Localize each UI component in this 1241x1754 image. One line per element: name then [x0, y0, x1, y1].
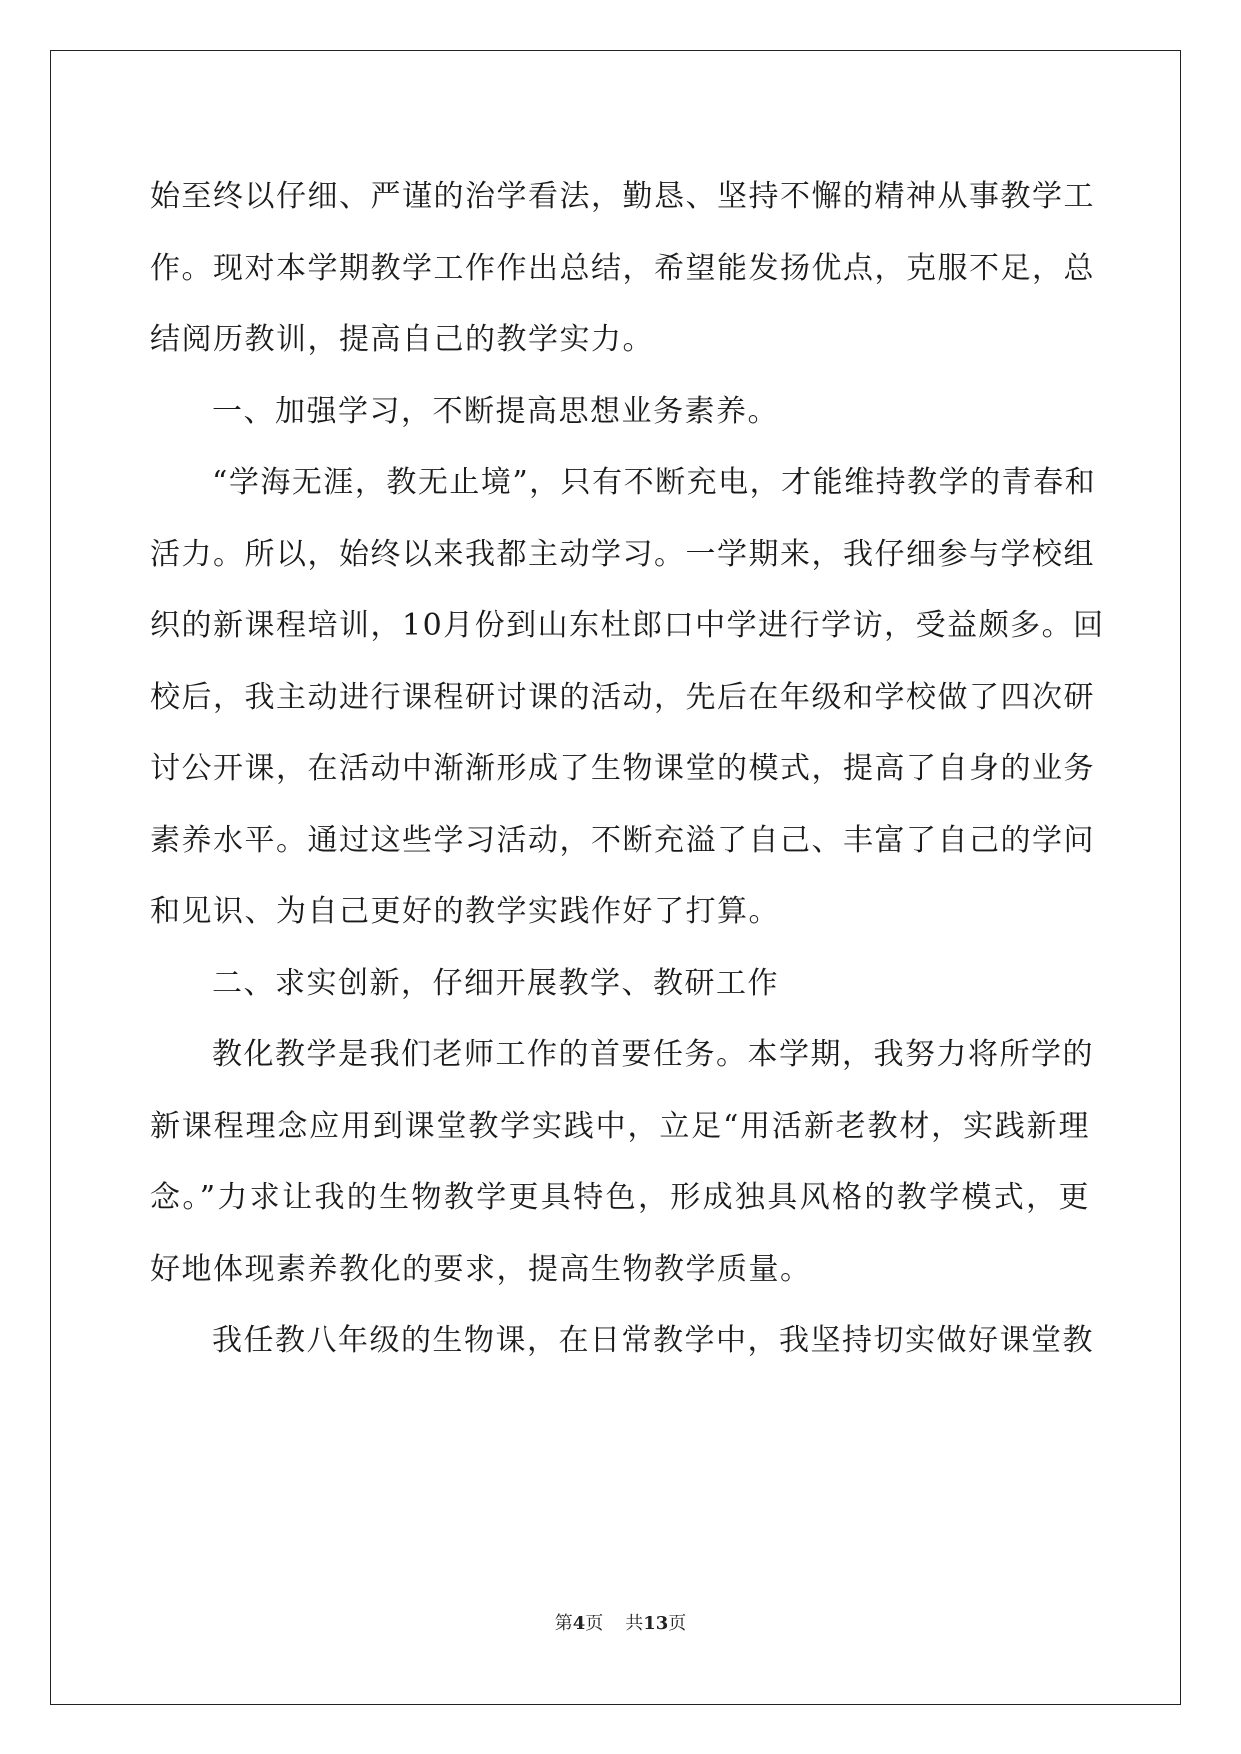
paragraph-line: 校后，我主动进行课程研讨课的活动，先后在年级和学校做了四次研	[150, 679, 1095, 715]
footer-total-prefix: 共	[625, 1613, 644, 1634]
paragraph-line: 念。”力求让我的生物教学更具特色，形成独具风格的教学模式，更	[150, 1180, 1090, 1215]
paragraph-line: 教化教学是我们老师工作的首要任务。本学期，我努力将所学的	[212, 1037, 1094, 1072]
paragraph-line: 和见识、为自己更好的教学实践作好了打算。	[150, 894, 780, 929]
paragraph-line: 好地体现素养教化的要求，提高生物教学质量。	[150, 1251, 812, 1287]
document-body	[150, 161, 1105, 1377]
paragraph-line: 结阅历教训，提高自己的教学实力。	[150, 322, 654, 357]
paragraph-line: 始至终以仔细、严谨的治学看法，勤恳、坚持不懈的精神从事教学工	[150, 179, 1095, 214]
footer-prefix: 第	[554, 1613, 573, 1634]
section-heading: 二、求实创新，仔细开展教学、教研工作	[212, 965, 779, 1001]
paragraph-line: 素养水平。通过这些学习活动，不断充溢了自己、丰富了自己的学问	[150, 822, 1095, 858]
paragraph-line: 讨公开课，在活动中渐渐形成了生物课堂的模式，提高了自身的业务	[150, 751, 1095, 786]
current-page-number: 4	[572, 1613, 586, 1634]
paragraph-line: 织的新课程培训，10月份到山东杜郎口中学进行学访，受益颇多。回	[150, 608, 1105, 643]
footer-total-suffix: 页	[668, 1613, 687, 1634]
paragraph-line: “学海无涯，教无止境”，只有不断充电，才能维持教学的青春和	[212, 465, 1097, 500]
footer-page-suffix: 页	[585, 1613, 604, 1634]
paragraph-line: 我任教八年级的生物课，在日常教学中，我坚持切实做好课堂教	[212, 1323, 1094, 1358]
paragraph-line: 活力。所以，始终以来我都主动学习。一学期来，我仔细参与学校组	[150, 536, 1095, 572]
page-footer	[0, 1609, 1241, 1635]
total-page-count: 13	[643, 1613, 669, 1634]
paragraph-line: 作。现对本学期教学工作作出总结，希望能发扬优点，克服不足，总	[150, 250, 1095, 286]
paragraph-line: 新课程理念应用到课堂教学实践中，立足“用活新老教材，实践新理	[150, 1108, 1090, 1144]
section-heading: 一、加强学习，不断提高思想业务素养。	[212, 393, 779, 429]
